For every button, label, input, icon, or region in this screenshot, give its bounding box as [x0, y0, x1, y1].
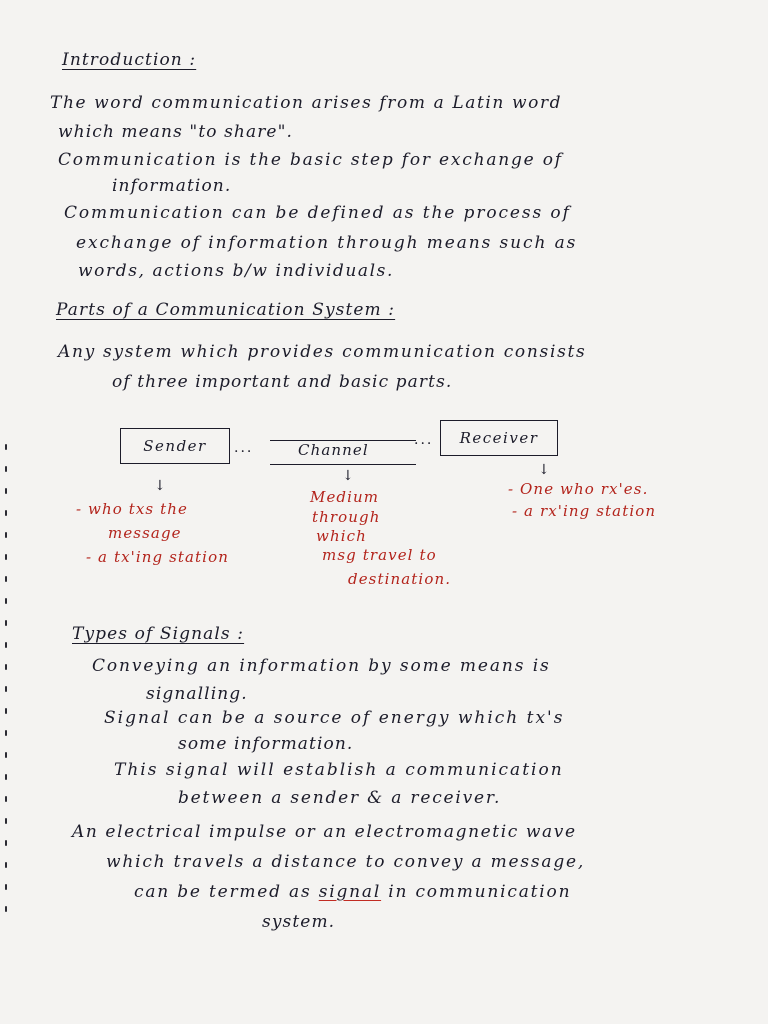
signal-term: signal: [318, 882, 382, 902]
binder-hole: [5, 642, 7, 648]
channel-label: Channel: [298, 441, 369, 459]
signals-line-pre: can be termed as: [134, 882, 319, 902]
binder-hole: [5, 598, 7, 604]
arrow-down-icon: ↓: [538, 462, 550, 478]
sender-note: message: [108, 524, 182, 542]
binder-hole: [5, 730, 7, 736]
binder-hole: [5, 708, 7, 714]
dots-right: ...: [414, 432, 434, 448]
sender-box: Sender: [120, 428, 230, 464]
intro-line: exchange of information through means such as: [76, 233, 578, 253]
signals-line: Signal can be a source of energy which tx's: [104, 708, 565, 728]
binder-hole: [5, 862, 7, 868]
binder-hole: [5, 686, 7, 692]
parts-heading: Parts of a Communication System :: [56, 300, 396, 320]
binder-hole: [5, 532, 7, 538]
binder-hole: [5, 796, 7, 802]
channel-note: destination.: [348, 570, 452, 588]
intro-line: words, actions b/w individuals.: [78, 261, 395, 281]
intro-line: Communication is the basic step for exchange of: [58, 150, 563, 170]
signals-line: between a sender & a receiver.: [178, 788, 502, 808]
binder-hole: [5, 664, 7, 670]
intro-line: The word communication arises from a Latin word: [50, 93, 563, 113]
arrow-down-icon: ↓: [342, 468, 354, 484]
binder-hole: [5, 818, 7, 824]
arrow-down-icon: ↓: [154, 478, 166, 494]
binder-hole: [5, 510, 7, 516]
receiver-box: Receiver: [440, 420, 558, 456]
binder-hole: [5, 488, 7, 494]
receiver-note: - a rx'ing station: [512, 502, 657, 520]
binder-hole: [5, 840, 7, 846]
channel-underline: [270, 464, 416, 465]
intro-line: information.: [112, 176, 232, 196]
channel-note: through: [312, 508, 381, 526]
signals-line-post: in communication: [381, 882, 572, 902]
sender-note: - a tx'ing station: [86, 548, 229, 566]
signals-heading: Types of Signals :: [72, 624, 245, 644]
signals-line: An electrical impulse or an electromagnetic wave: [72, 822, 577, 842]
binder-hole: [5, 752, 7, 758]
signals-line: which travels a distance to convey a message,: [106, 852, 586, 872]
signals-line: This signal will establish a communication: [114, 760, 564, 780]
binder-hole: [5, 906, 7, 912]
intro-line: Communication can be defined as the process of: [64, 203, 571, 223]
receiver-note: - One who rx'es.: [508, 480, 649, 498]
signals-line: Conveying an information by some means is: [92, 656, 551, 676]
signals-line: signalling.: [146, 684, 248, 704]
binder-hole: [5, 774, 7, 780]
channel-note: msg travel to: [322, 546, 437, 564]
binder-hole: [5, 884, 7, 890]
binder-hole: [5, 444, 7, 450]
binder-hole: [5, 554, 7, 560]
sender-note: - who txs the: [76, 500, 188, 518]
dots-left: ...: [234, 440, 254, 456]
binder-hole: [5, 466, 7, 472]
channel-note: Medium: [310, 488, 380, 506]
binder-hole: [5, 620, 7, 626]
intro-line: which means "to share".: [58, 122, 294, 142]
signals-line: [134, 882, 571, 902]
parts-line: Any system which provides communication consists: [58, 342, 587, 362]
signals-line: some information.: [178, 734, 354, 754]
parts-line: of three important and basic parts.: [112, 372, 453, 392]
intro-heading: Introduction :: [62, 50, 197, 70]
signals-line: system.: [262, 912, 336, 932]
channel-note: which: [316, 527, 367, 545]
binder-hole: [5, 576, 7, 582]
